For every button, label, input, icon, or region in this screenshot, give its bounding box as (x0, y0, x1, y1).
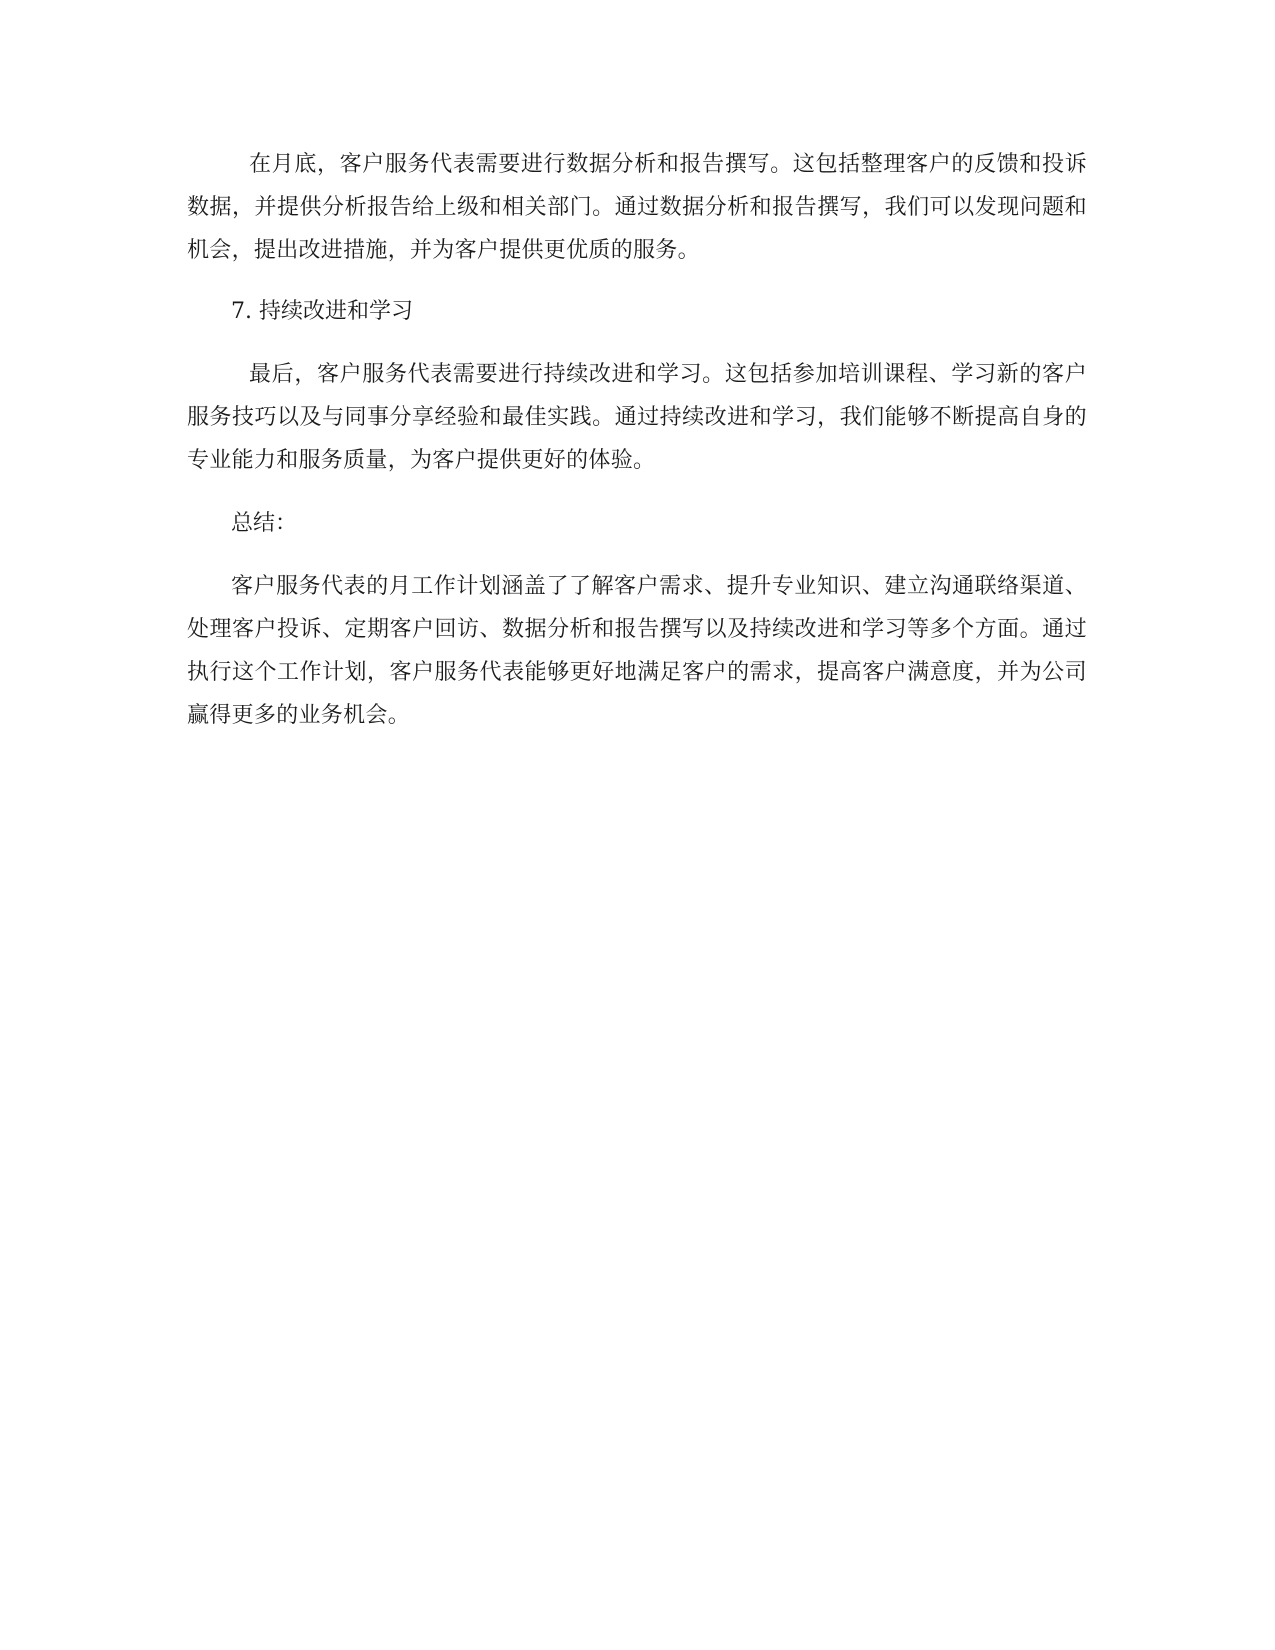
paragraph-month-end-analysis: 在月底，客户服务代表需要进行数据分析和报告撰写。这包括整理客户的反馈和投诉数据，并提供分析报告给上级和相关部门。通过数据分析和报告撰写，我们可以发现问题和机会，提出改进措施，并为客户提供更优质的服务。 (187, 152, 1087, 263)
paragraph-continuous-learning: 最后，客户服务代表需要进行持续改进和学习。这包括参加培训课程、学习新的客户服务技巧以及与同事分享经验和最佳实践。通过持续改进和学习，我们能够不断提高自身的专业能力和服务质量，为客户提供更好的体验。 (187, 362, 1087, 473)
summary-paragraph: 客户服务代表的月工作计划涵盖了了解客户需求、提升专业知识、建立沟通联络渠道、处理客户投诉、定期客户回访、数据分析和报告撰写以及持续改进和学习等多个方面。通过执行这个工作计划，客户服务代表能够更好地满足客户的需求，提高客户满意度，并为公司赢得更多的业务机会。 (187, 574, 1087, 728)
summary-heading: 总结： (231, 511, 298, 536)
document-body (187, 143, 1087, 737)
section-heading-continuous-improvement: 7. 持续改进和学习 (231, 299, 413, 324)
